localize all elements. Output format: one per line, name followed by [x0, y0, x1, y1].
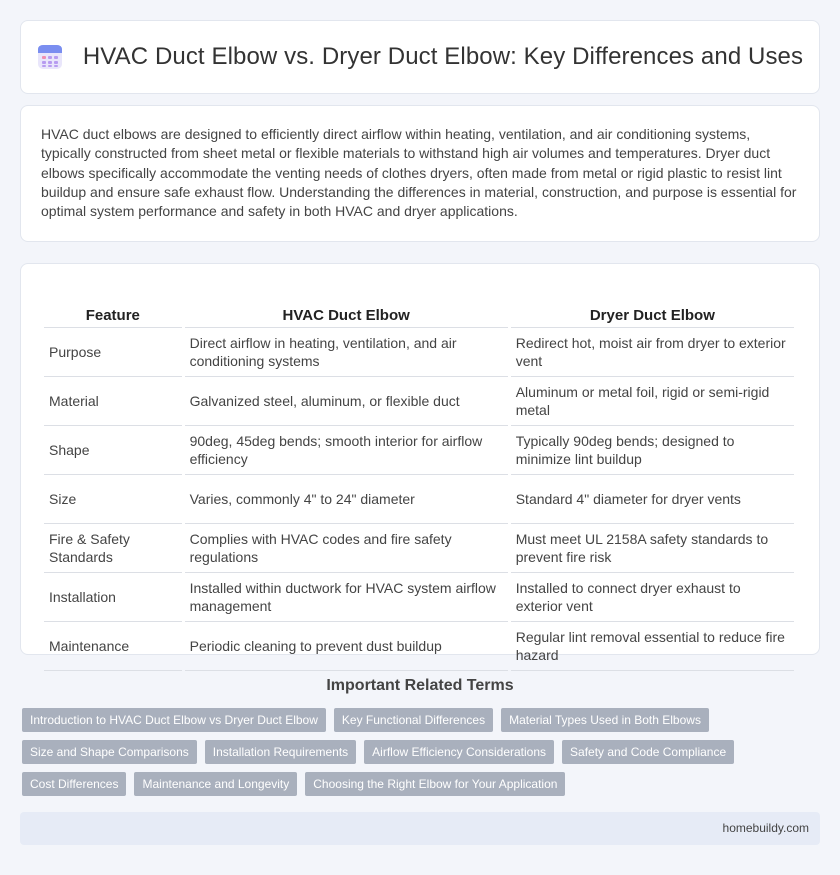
dryer-cell: Typically 90deg bends; designed to minimize lint buildup: [511, 426, 794, 475]
column-header-dryer: Dryer Duct Elbow: [511, 284, 794, 328]
hvac-cell: Varies, commonly 4" to 24" diameter: [185, 475, 508, 524]
table-row: [44, 377, 794, 426]
table-header-row: [44, 284, 794, 328]
dryer-cell: Regular lint removal essential to reduce fire hazard: [511, 622, 794, 671]
feature-cell: Installation: [44, 573, 182, 622]
feature-cell: Maintenance: [44, 622, 182, 671]
table-row: [44, 426, 794, 475]
hvac-cell: Direct airflow in heating, ventilation, and air conditioning systems: [185, 328, 508, 377]
column-header-hvac: HVAC Duct Elbow: [185, 284, 508, 328]
related-term-tag[interactable]: Size and Shape Comparisons: [22, 740, 197, 764]
dryer-cell: Redirect hot, moist air from dryer to exterior vent: [511, 328, 794, 377]
feature-cell: Fire & Safety Standards: [44, 524, 182, 573]
comparison-table: [41, 284, 797, 671]
hvac-cell: Galvanized steel, aluminum, or flexible duct: [185, 377, 508, 426]
footer-site-link[interactable]: homebuildy.com: [722, 821, 809, 835]
feature-cell: Size: [44, 475, 182, 524]
hvac-cell: Installed within ductwork for HVAC system airflow management: [185, 573, 508, 622]
page-title: HVAC Duct Elbow vs. Dryer Duct Elbow: Key Differences and Uses: [82, 43, 804, 70]
column-header-feature: Feature: [44, 284, 182, 328]
table-row: [44, 573, 794, 622]
related-term-tag[interactable]: Maintenance and Longevity: [134, 772, 297, 796]
related-term-tag[interactable]: Material Types Used in Both Elbows: [501, 708, 709, 732]
feature-cell: Shape: [44, 426, 182, 475]
table-row: [44, 328, 794, 377]
intro-card: [20, 105, 820, 242]
tag-row: [22, 708, 822, 732]
related-term-tag[interactable]: Introduction to HVAC Duct Elbow vs Dryer Duct Elbow: [22, 708, 326, 732]
related-term-tag[interactable]: Cost Differences: [22, 772, 126, 796]
related-terms-title: Important Related Terms: [326, 677, 514, 694]
dryer-cell: Aluminum or metal foil, rigid or semi-rigid metal: [511, 377, 794, 426]
intro-paragraph: HVAC duct elbows are designed to efficiently direct airflow within heating, ventilation, and air conditioning systems, typically constructed from sheet metal or flexible materials to withstand high air volumes and temperatures. Dryer duct elbows specifically accommodate the venting needs of clothes dryers, often made from metal or rigid plastic to resist lint buildup and ensure safe exhaust flow. Understanding the differences in material, construction, and purpose is essential for optimal system performance and safety in both HVAC and dryer applications.: [41, 126, 797, 220]
comparison-card: [20, 263, 820, 663]
dryer-cell: Must meet UL 2158A safety standards to prevent fire risk: [511, 524, 794, 573]
related-term-tag[interactable]: Choosing the Right Elbow for Your Application: [305, 772, 565, 796]
related-term-tag[interactable]: Safety and Code Compliance: [562, 740, 734, 764]
footer: [20, 812, 820, 845]
tag-row: [22, 740, 822, 764]
header-card: [20, 20, 820, 94]
dryer-cell: Standard 4" diameter for dryer vents: [511, 475, 794, 524]
table-row: [44, 524, 794, 573]
feature-cell: Purpose: [44, 328, 182, 377]
hvac-cell: 90deg, 45deg bends; smooth interior for airflow efficiency: [185, 426, 508, 475]
dryer-cell: Installed to connect dryer exhaust to exterior vent: [511, 573, 794, 622]
hvac-cell: Complies with HVAC codes and fire safety regulations: [185, 524, 508, 573]
related-term-tag[interactable]: Airflow Efficiency Considerations: [364, 740, 554, 764]
calculator-icon: [37, 44, 63, 70]
table-row: [44, 622, 794, 671]
related-terms-tags: [22, 708, 822, 804]
related-term-tag[interactable]: Installation Requirements: [205, 740, 356, 764]
feature-cell: Material: [44, 377, 182, 426]
table-row: [44, 475, 794, 524]
tag-row: [22, 772, 822, 796]
hvac-cell: Periodic cleaning to prevent dust buildup: [185, 622, 508, 671]
related-term-tag[interactable]: Key Functional Differences: [334, 708, 493, 732]
